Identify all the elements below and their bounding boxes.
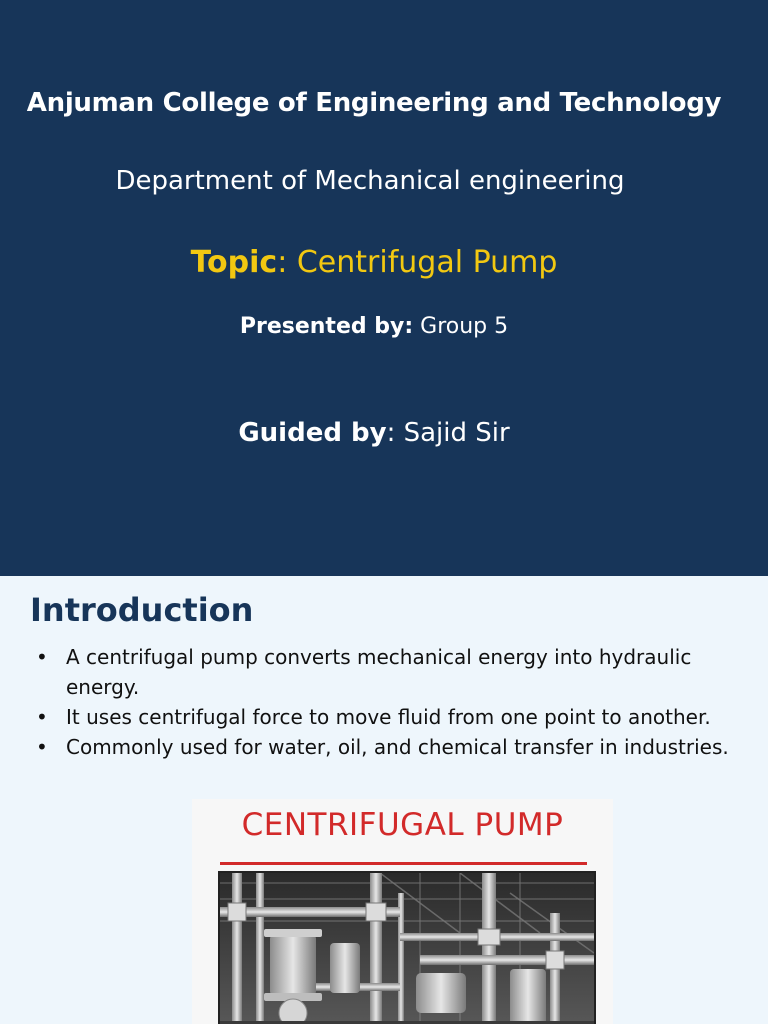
introduction-slide — [0, 576, 768, 1024]
industrial-pump-illustration — [220, 873, 594, 1024]
presented-value: Group 5 — [413, 314, 509, 339]
bullet-item — [36, 642, 751, 702]
guided-by-line — [0, 418, 748, 448]
bullet-text: It uses centrifugal force to move fluid from one point to another. — [66, 705, 711, 729]
topic-value: : Centrifugal Pump — [277, 245, 558, 280]
pump-photo — [218, 871, 596, 1024]
topic-label: Topic — [190, 245, 278, 280]
bullet-item — [36, 732, 751, 762]
bullet-dot: • — [36, 735, 48, 759]
bullet-list — [36, 642, 751, 762]
college-name: Anjuman College of Engineering and Technology — [26, 88, 722, 118]
bullet-dot: • — [36, 645, 48, 669]
topic-line — [0, 245, 748, 280]
pump-image-card — [192, 799, 613, 1024]
caption-underline — [220, 862, 587, 865]
bullet-dot: • — [36, 705, 48, 729]
bullet-text: Commonly used for water, oil, and chemical transfer in industries. — [66, 735, 729, 759]
bullet-text: A centrifugal pump converts mechanical energy into hydraulic energy. — [66, 645, 692, 699]
image-caption: CENTRIFUGAL PUMP — [241, 807, 564, 843]
department-name: Department of Mechanical engineering — [115, 166, 625, 196]
presented-label: Presented by: — [239, 314, 414, 339]
bullet-item — [36, 702, 751, 732]
presented-by-line — [0, 314, 748, 339]
guided-label: Guided by — [238, 418, 387, 448]
guided-value: : Sajid Sir — [386, 418, 510, 448]
slide-title: Introduction — [30, 591, 254, 629]
